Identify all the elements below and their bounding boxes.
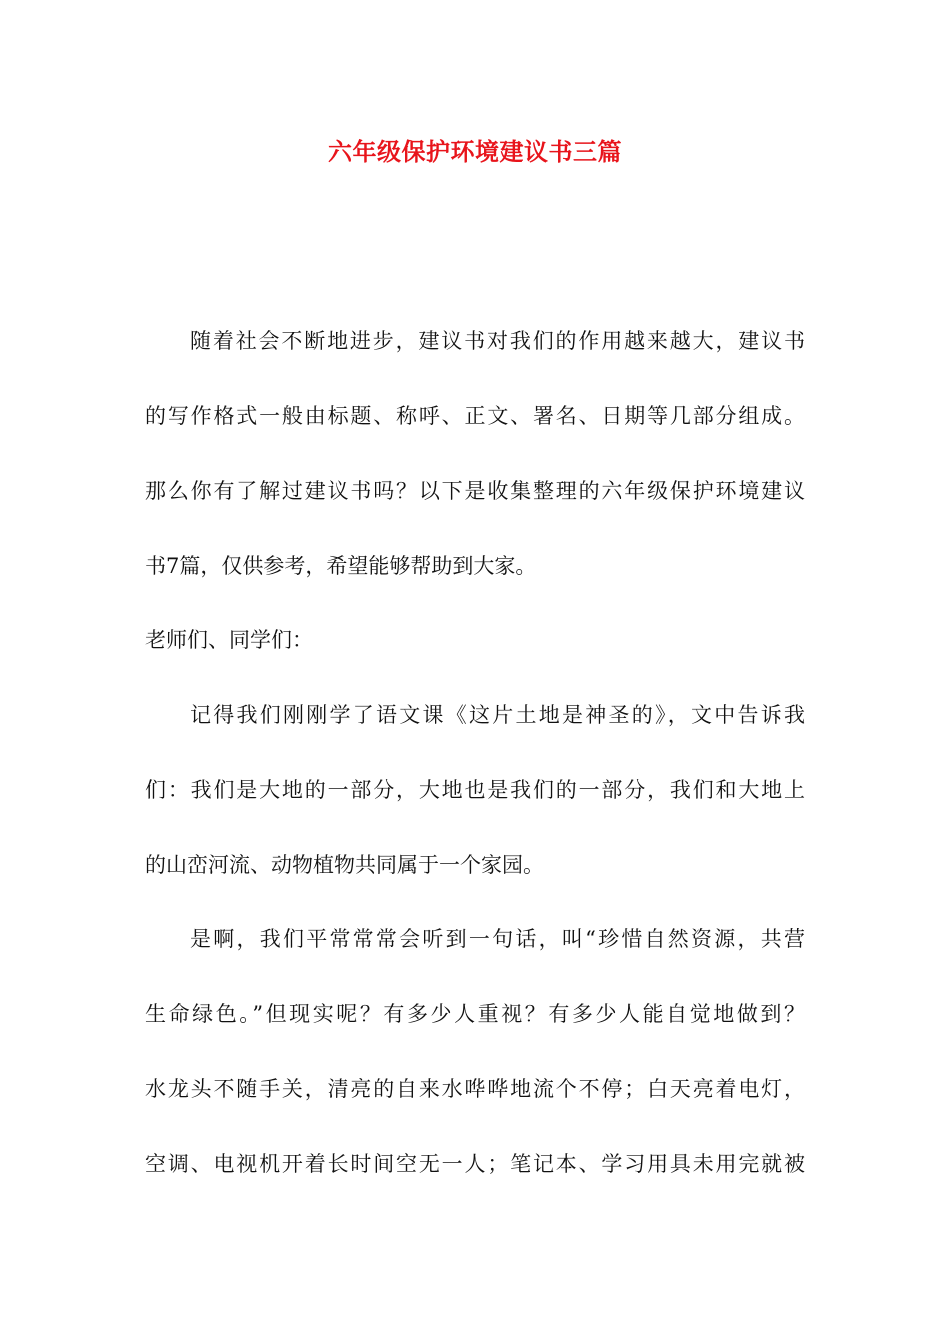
document-title: 六年级保护环境建议书三篇: [328, 137, 622, 166]
paragraph-line: 记得我们刚刚学了语文课《这片土地是神圣的》，文中告诉我: [190, 703, 805, 727]
paragraph-line: 那么你有了解过建议书吗？以下是收集整理的六年级保护环境建议: [145, 479, 805, 503]
paragraph-line: 随着社会不断地进步，建议书对我们的作用越来越大，建议书: [190, 329, 805, 353]
paragraph-line: 书7篇，仅供参考，希望能够帮助到大家。: [145, 554, 537, 578]
paragraph-line: 的写作格式一般由标题、称呼、正文、署名、日期等几部分组成。: [145, 404, 805, 428]
paragraph-line: 水龙头不随手关，清亮的自来水哗哗地流个不停；白天亮着电灯，: [145, 1077, 805, 1101]
paragraph-line: 的山峦河流、动物植物共同属于一个家园。: [145, 853, 544, 877]
paragraph-line: 生命绿色。”但现实呢？有多少人重视？有多少人能自觉地做到？: [145, 1002, 805, 1026]
paragraph-line: 空调、电视机开着长时间空无一人；笔记本、学习用具未用完就被: [145, 1152, 805, 1176]
salutation: 老师们、同学们：: [145, 628, 313, 652]
paragraph-line: 是啊，我们平常常常会听到一句话，叫“珍惜自然资源，共营: [190, 927, 805, 951]
paragraph-line: 们：我们是大地的一部分，大地也是我们的一部分，我们和大地上: [145, 778, 805, 802]
